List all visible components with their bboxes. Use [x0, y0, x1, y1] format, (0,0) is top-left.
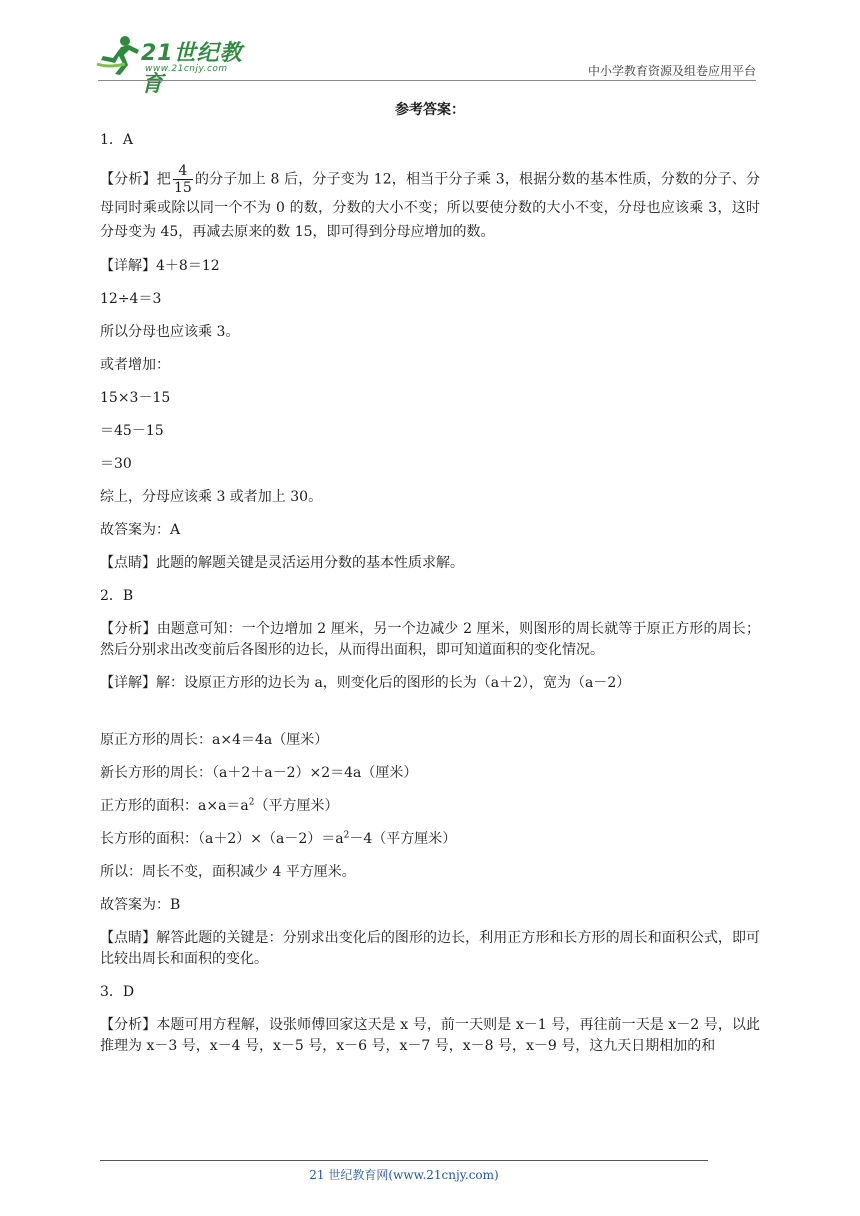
- answer-content: [100, 100, 760, 1069]
- q1-line: 综上，分母应该乘 3 或者加上 30。: [100, 489, 323, 505]
- header-divider: [98, 80, 756, 81]
- logo-url: www.21cnjy.com: [145, 64, 228, 74]
- footer-divider: [100, 1160, 708, 1161]
- logo: [95, 34, 265, 97]
- q2-line: [100, 796, 760, 817]
- q1-line: 故答案为：A: [100, 522, 181, 538]
- q2-analysis: 【分析】由题意可知：一个边增加 2 厘米，另一个边减少 2 厘米，则图形的周长就等于原正方形的周长；然后分别求出改变前后各图形的边长，从而得出面积，即可知道面积的变化情况。: [100, 621, 760, 658]
- q1-line: 所以分母也应该乘 3。: [100, 324, 240, 340]
- q2-l3-post: （平方厘米）: [254, 798, 339, 814]
- q2-line: 所以：周长不变，面积减少 4 平方厘米。: [100, 864, 356, 880]
- platform-name: 中小学教育资源及组卷应用平台: [587, 64, 756, 78]
- q1-line: ＝45－15: [100, 423, 164, 439]
- q1-line: 或者增加：: [100, 357, 170, 373]
- page-footer[interactable]: 21 世纪教育网(www.21cnjy.com): [309, 1168, 499, 1182]
- q1-line: 12÷4＝3: [100, 291, 162, 307]
- q1-line: 15×3－15: [100, 390, 171, 406]
- q1-analysis-post: 的分子加上 8 后，分子变为 12，相当于分子乘 3，根据分数的基本性质，分数的分子、分母同时乘或除以同一个不为 0 的数，分数的大小不变；所以要使分数的大小不变，分母也应该乘 3，这时分母变为 45，再减去原来的数 15，即可得到分母应增加的数。: [100, 171, 760, 240]
- q2-line: [100, 829, 760, 850]
- q2-line: 新长方形的周长：（a＋2＋a－2）×2＝4a（厘米）: [100, 765, 418, 781]
- fraction: [173, 163, 193, 196]
- q2-answer: 2．B: [100, 588, 134, 604]
- q2-l4-pre: 长方形的面积：（a＋2）×（a－2）＝a: [100, 831, 344, 847]
- q1-analysis: [100, 163, 760, 244]
- spacer: [100, 706, 760, 730]
- q1-detail: 【详解】4＋8＝12: [100, 258, 220, 274]
- q2-line: 原正方形的周长：a×4＝4a（厘米）: [100, 732, 329, 748]
- q3-analysis: 【分析】本题可用方程解，设张师傅回家这天是 x 号，前一天则是 x－1 号，再往前一天是 x－2 号，以此推理为 x－3 号，x－4 号，x－5 号，x－6 号，x－7 号，x－8 号，x－9 号，这九天日期相加的和: [100, 1017, 760, 1054]
- q2-l4-post: －4（平方厘米）: [349, 831, 457, 847]
- exponent: 2: [343, 830, 350, 841]
- q2-detail: 【详解】解：设原正方形的边长为 a，则变化后的图形的长为（a＋2），宽为（a－2）: [100, 675, 631, 691]
- q2-line: 故答案为：B: [100, 897, 181, 913]
- q1-analysis-pre: 【分析】把: [100, 171, 171, 188]
- exponent: 2: [248, 797, 255, 808]
- logo-text: 21世纪教育: [141, 41, 243, 97]
- fraction-denominator: 15: [173, 180, 192, 196]
- q1-line: ＝30: [100, 456, 132, 472]
- q1-comment: 【点睛】此题的解题关键是灵活运用分数的基本性质求解。: [100, 555, 464, 571]
- q3-answer: 3．D: [100, 984, 135, 1000]
- page-title: 参考答案：: [395, 102, 465, 118]
- fraction-numerator: 4: [173, 163, 193, 180]
- q2-comment: 【点睛】解答此题的关键是：分别求出变化后的图形的边长，利用正方形和长方形的周长和面积公式，即可比较出周长和面积的变化。: [100, 930, 760, 967]
- runner-logo-icon: [95, 34, 141, 76]
- q2-l3-pre: 正方形的面积：a×a＝a: [100, 798, 249, 814]
- page-header: [0, 0, 860, 97]
- q1-answer: 1．A: [100, 132, 134, 148]
